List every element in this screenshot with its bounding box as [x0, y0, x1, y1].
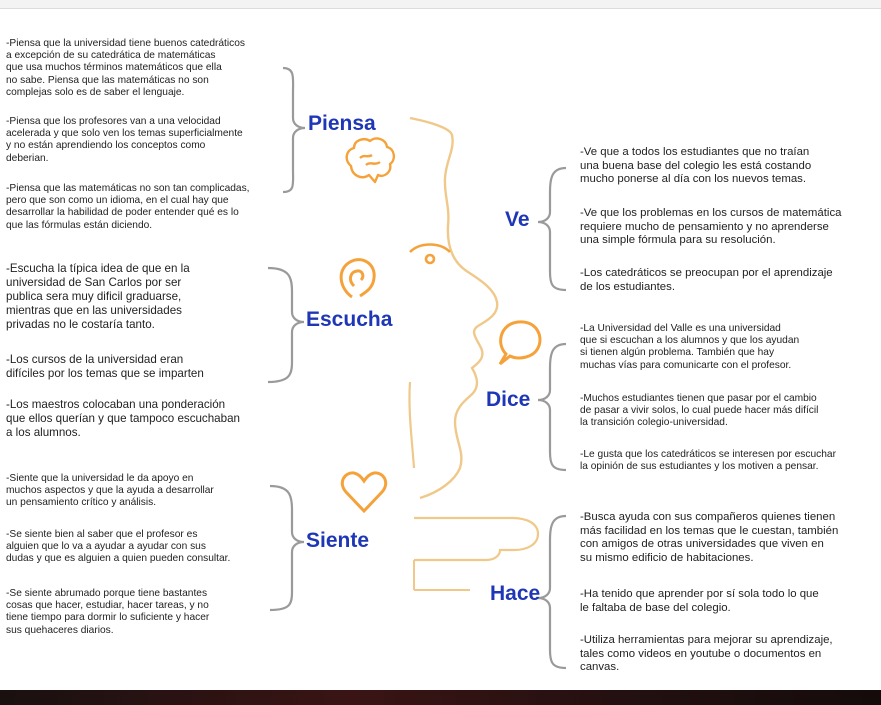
escucha-item: -Escucha la típica idea de que en la universidad de San Carlos por ser publica sera muy dificil graduarse, mientras que en las universidades privadas no le costaría tanto. — [6, 262, 190, 331]
piensa-item: -Piensa que los profesores van a una velocidad acelerada y que solo ven los temas superficialmente y no están aprendiendo los conceptos como deberian. — [6, 116, 243, 164]
ear-icon — [341, 260, 374, 297]
bracket-dice — [538, 344, 566, 470]
bottom-edge-strip — [0, 690, 881, 705]
escucha-item: -Los cursos de la universidad eran difíciles por los temas que se imparten — [6, 353, 204, 380]
hand-outline — [414, 518, 538, 560]
hace-item: -Busca ayuda con sus compañeros quienes tienen más facilidad en los temas que le cuestan, también con amigos de otras universidades que viven en su mismo edificio de habitaciones. — [580, 511, 839, 565]
heart-icon — [342, 473, 385, 511]
bracket-hace — [538, 516, 566, 668]
siente-item: -Siente que la universidad le da apoyo en muchos aspectos y que la ayuda a desarrollar un pensamiento crítico y análisis. — [6, 473, 214, 509]
speech-bubble-icon — [500, 322, 540, 364]
eye-icon — [410, 245, 450, 264]
bracket-ve — [538, 168, 566, 290]
piensa-item: -Piensa que las matemáticas no son tan complicadas, pero que son como un idioma, en el cual hay que desarrollar la habilidad de poder entender qué es lo que las fórmulas están diciendo. — [6, 183, 250, 231]
label-ve: Ve — [505, 208, 530, 231]
label-siente: Siente — [306, 529, 370, 552]
escucha-item: -Los maestros colocaban una ponderación que ellos querían y que tampoco escuchaban a los alumnos. — [6, 398, 240, 439]
siente-item: -Se siente abrumado porque tiene bastantes cosas que hacer, estudiar, hacer tareas, y no tiene tiempo para dormir lo suficiente y hacer sus quehaceres diarios. — [6, 588, 210, 636]
brain-icon — [347, 139, 394, 182]
dice-item: -Muchos estudiantes tienen que pasar por el cambio de pasar a vivir solos, lo cual puede hacer más difícil la transición colegio-universidad. — [580, 393, 819, 429]
label-escucha: Escucha — [306, 308, 393, 331]
piensa-item: -Piensa que la universidad tiene buenos catedráticos a excepción de su catedrática de matemáticas que usa muchos términos matemáticos que ella no sabe. Piensa que las matemáticas no son complejas solo es de saber el lenguaje. — [6, 38, 245, 98]
label-dice: Dice — [486, 388, 531, 411]
dice-item: -Le gusta que los catedráticos se interesen por escuchar la opinión de sus estudiantes y los motiven a pensar. — [580, 449, 836, 473]
ve-item: -Ve que los problemas en los cursos de matemática requiere mucho de pensamiento y no aprenderse una simple fórmula para su resolución. — [580, 207, 842, 247]
label-piensa: Piensa — [308, 112, 376, 135]
neck-line — [409, 382, 414, 468]
dice-item: -La Universidad del Valle es una universidad que si escuchan a los alumnos y que los ayudan si tienen algún problema. También que hay muchas vías para comunicarte con el profesor. — [580, 323, 800, 371]
siente-item: -Se siente bien al saber que el profesor es alguien que lo va a ayudar a ayudar con sus dudas y que es alguien a quien pueden consultar. — [6, 529, 231, 565]
hace-item: -Ha tenido que aprender por sí sola todo lo que le faltaba de base del colegio. — [580, 588, 819, 614]
head-silhouette — [410, 118, 497, 498]
ve-item: -Los catedráticos se preocupan por el aprendizaje de los estudiantes. — [580, 267, 833, 293]
label-hace: Hace — [490, 582, 541, 605]
ve-item: -Ve que a todos los estudiantes que no traían una buena base del colegio les está costando mucho ponerse al día con los nuevos temas. — [580, 146, 812, 186]
hace-item: -Utiliza herramientas para mejorar su aprendizaje, tales como videos en youtube o documentos en canvas. — [580, 634, 833, 674]
